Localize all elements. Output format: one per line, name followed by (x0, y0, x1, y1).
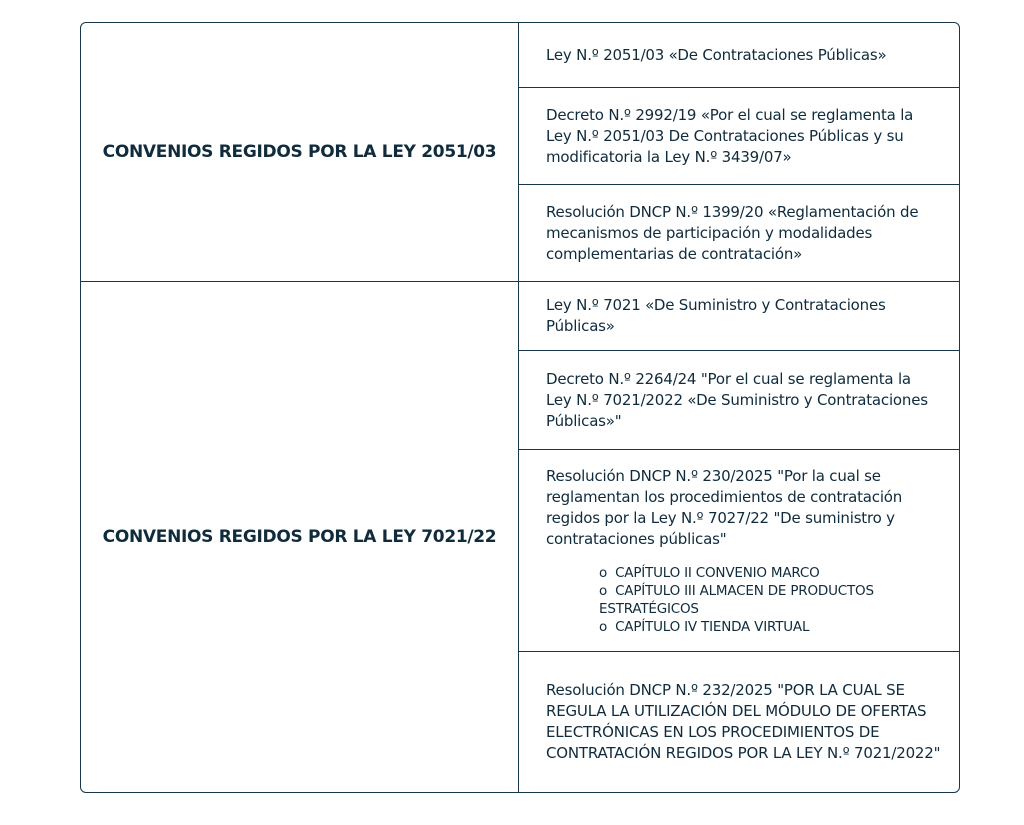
table-row (519, 282, 959, 351)
chapter-text: CAPÍTULO III ALMACEN DE PRODUCTOS ESTRATÉGICOS (599, 582, 874, 617)
bullet-mark: o (599, 582, 608, 599)
group-ley-2051 (81, 23, 959, 282)
row-text: Decreto N.º 2992/19 «Por el cual se reglamenta la Ley N.º 2051/03 De Contrataciones Públicas y su modificatoria la Ley N.º 3439/07» (546, 105, 914, 166)
table-row (519, 88, 959, 185)
group-title: CONVENIOS REGIDOS POR LA LEY 2051/03 (81, 23, 519, 281)
table-row (519, 351, 959, 450)
bullet-mark: o (599, 618, 608, 635)
row-text: Resolución DNCP N.º 230/2025 "Por la cual se reglamentan los procedimientos de contratación regidos por la Ley N.º 7027/22 "De suministro y contrataciones públicas" (546, 466, 903, 548)
table-row (519, 23, 959, 88)
bullet-mark: o (599, 564, 608, 581)
row-text: Resolución DNCP N.º 1399/20 «Reglamentación de mecanismos de participación y modalidades complementarias de contratación» (546, 203, 919, 263)
chapter-text: CAPÍTULO II CONVENIO MARCO (615, 564, 820, 581)
group-ley-7021 (81, 282, 959, 792)
regulations-table (80, 22, 960, 793)
chapter-item (599, 564, 941, 582)
group-rows (519, 282, 959, 792)
chapter-item (599, 618, 941, 636)
table-row (519, 652, 959, 792)
chapter-text: CAPÍTULO IV TIENDA VIRTUAL (615, 618, 810, 635)
chapter-item (599, 582, 941, 618)
group-rows (519, 23, 959, 281)
chapter-list (599, 564, 941, 636)
row-text: Ley N.º 2051/03 «De Contrataciones Públicas» (546, 45, 887, 64)
group-title: CONVENIOS REGIDOS POR LA LEY 7021/22 (81, 282, 519, 792)
row-text: Decreto N.º 2264/24 "Por el cual se reglamenta la Ley N.º 7021/2022 «De Suministro y Contrataciones Públicas»" (546, 369, 928, 430)
row-text: Resolución DNCP N.º 232/2025 "POR LA CUAL SE REGULA LA UTILIZACIÓN DEL MÓDULO DE OFERTAS ELECTRÓNICAS EN LOS PROCEDIMIENTOS DE CONTRATACIÓN REGIDOS POR LA LEY N.º 7021/2022" (546, 681, 941, 762)
table-row (519, 185, 959, 282)
row-text: Ley N.º 7021 «De Suministro y Contrataciones Públicas» (546, 296, 886, 335)
table-row (519, 450, 959, 652)
